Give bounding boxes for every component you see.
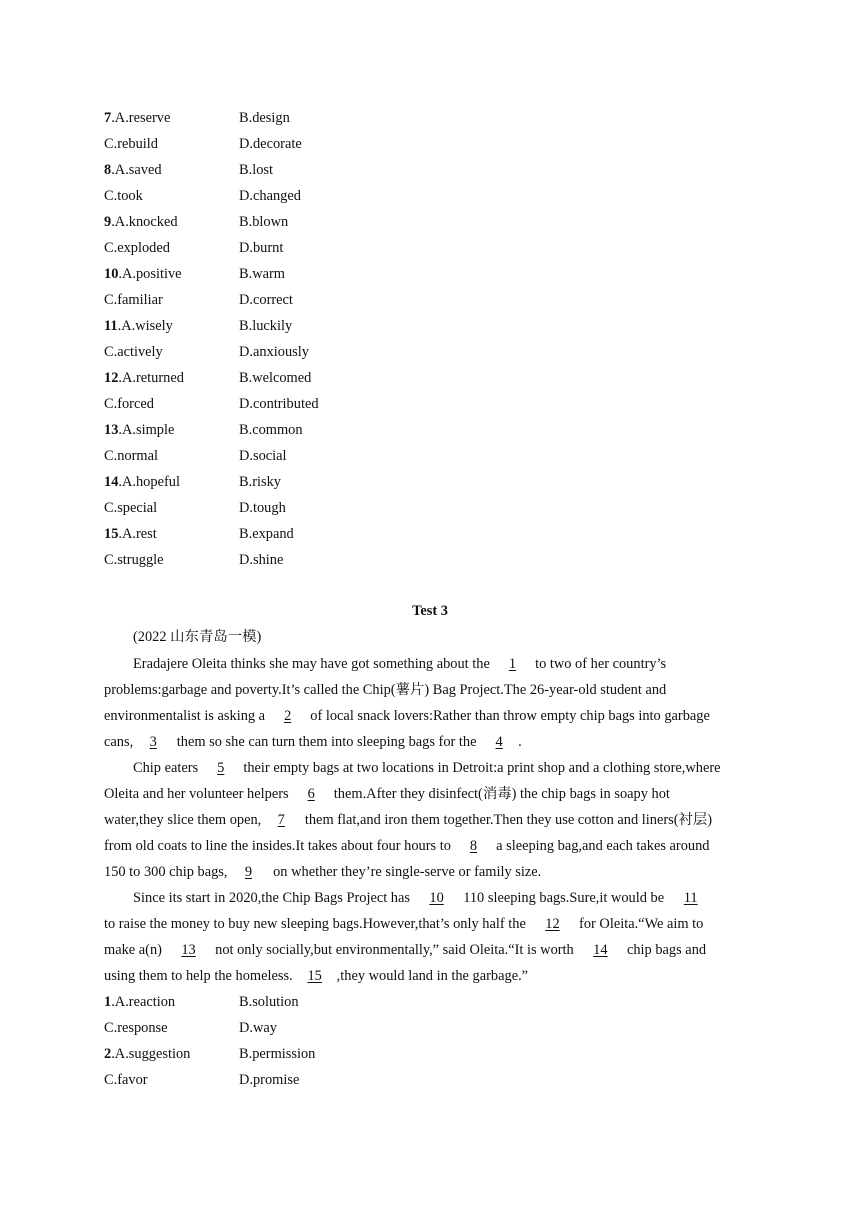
passage-text: their empty bags at two locations in Detroit:a print shop and a clothing store,where (239, 760, 721, 776)
option-a (104, 264, 182, 284)
blank-11: 11 (683, 890, 698, 906)
passage-line (104, 914, 754, 940)
option-d: D.correct (239, 292, 293, 308)
option-a-text: .A.returned (118, 370, 184, 386)
passage-line (104, 784, 754, 810)
option-d: D.burnt (239, 240, 284, 256)
test-title: Test 3 (412, 603, 448, 619)
passage-text: using them to help the homeless. (104, 968, 293, 984)
passage-line (104, 836, 754, 862)
option-d: D.contributed (239, 396, 319, 412)
blank-10: 10 (429, 890, 444, 906)
option-a-text: .A.saved (111, 162, 162, 178)
question-number: 14 (104, 474, 119, 490)
option-a (104, 108, 170, 128)
passage-line (133, 888, 783, 914)
option-c: C.struggle (104, 552, 164, 568)
option-d: D.tough (239, 500, 286, 516)
option-d: D.way (239, 1020, 277, 1036)
passage-text: for Oleita.“We aim to (575, 916, 704, 932)
passage-text: them.After they disinfect(消毒) the chip bags in soapy hot (330, 786, 670, 802)
blank-9: 9 (244, 864, 253, 880)
option-c: C.special (104, 500, 158, 516)
blank-8: 8 (469, 838, 478, 854)
passage-text: environmentalist is asking a (104, 708, 269, 724)
passage-text: 150 to 300 chip bags, (104, 864, 228, 880)
option-a (104, 992, 175, 1012)
passage-line (104, 810, 754, 836)
passage-text: chip bags and (623, 942, 707, 958)
option-d: D.promise (239, 1072, 300, 1088)
option-a (104, 524, 157, 544)
option-a-text: .A.simple (118, 422, 175, 438)
option-b: B.risky (239, 474, 281, 490)
option-b: B.luckily (239, 318, 293, 334)
passage-text: ,they would land in the garbage.” (336, 968, 529, 984)
option-b: B.welcomed (239, 370, 312, 386)
question-number: 8 (104, 162, 112, 178)
passage-line (104, 966, 754, 992)
option-c: C.forced (104, 396, 154, 412)
blank-6: 6 (307, 786, 315, 802)
passage-text: to two of her country’s (531, 656, 667, 672)
option-b: B.solution (239, 994, 299, 1010)
passage-line (104, 862, 754, 888)
passage-line (104, 940, 754, 966)
passage-text: . (518, 734, 522, 750)
option-c: C.took (104, 188, 143, 204)
blank-4: 4 (495, 734, 503, 750)
option-a-text: .A.suggestion (111, 1046, 191, 1062)
option-a (104, 1044, 190, 1064)
option-a-text: .A.reserve (111, 110, 171, 126)
option-c: C.response (104, 1020, 168, 1036)
option-a (104, 368, 184, 388)
question-number: 7 (104, 110, 112, 126)
option-c: C.exploded (104, 240, 170, 256)
option-a-text: .A.hopeful (118, 474, 180, 490)
blank-15: 15 (307, 968, 322, 984)
question-number: 1 (104, 994, 112, 1010)
option-a (104, 160, 162, 180)
option-a (104, 316, 173, 336)
option-b: B.common (239, 422, 303, 438)
passage-text: to raise the money to buy new sleeping bags.However,that’s only half the (104, 916, 530, 932)
question-number: 15 (104, 526, 119, 542)
passage-text: a sleeping bag,and each takes around (492, 838, 710, 854)
option-d: D.social (239, 448, 287, 464)
blank-7: 7 (277, 812, 285, 828)
option-a (104, 212, 178, 232)
blank-1: 1 (508, 656, 517, 672)
question-number: 11 (104, 318, 118, 334)
option-a-text: .A.reaction (111, 994, 176, 1010)
option-a (104, 420, 174, 440)
question-number: 10 (104, 266, 119, 282)
question-number: 13 (104, 422, 119, 438)
option-c: C.favor (104, 1072, 148, 1088)
option-a-text: .A.wisely (117, 318, 173, 334)
option-a-text: .A.knocked (111, 214, 178, 230)
passage-text: problems:garbage and poverty.It’s called the Chip(薯片) Bag Project.The 26-year-old student and (104, 682, 667, 698)
passage-line (104, 680, 754, 706)
passage-text: Chip eaters (133, 760, 202, 776)
source-note: (2022 山东青岛一模) (133, 629, 262, 645)
passage-line (104, 732, 754, 758)
passage-text: them flat,and iron them together.Then they use cotton and liners(衬层) (301, 812, 713, 828)
passage-text: of local snack lovers:Rather than throw empty chip bags into garbage (306, 708, 710, 724)
blank-12: 12 (545, 916, 560, 932)
passage-text: Eradajere Oleita thinks she may have got something about the (133, 656, 494, 672)
passage-line (133, 758, 783, 784)
option-b: B.lost (239, 162, 273, 178)
option-b: B.warm (239, 266, 285, 282)
blank-5: 5 (217, 760, 225, 776)
option-d: D.decorate (239, 136, 302, 152)
passage-text: them so she can turn them into sleeping bags for the (173, 734, 481, 750)
option-b: B.permission (239, 1046, 316, 1062)
option-b: B.design (239, 110, 290, 126)
passage-text: make a(n) (104, 942, 166, 958)
question-number: 12 (104, 370, 119, 386)
option-a (104, 472, 180, 492)
option-d: D.anxiously (239, 344, 309, 360)
option-a-text: .A.positive (118, 266, 182, 282)
passage-text: from old coats to line the insides.It takes about four hours to (104, 838, 455, 854)
blank-3: 3 (149, 734, 157, 750)
option-c: C.actively (104, 344, 163, 360)
option-b: B.blown (239, 214, 289, 230)
passage-text: Oleita and her volunteer helpers (104, 786, 293, 802)
passage-text: 110 sleeping bags.Sure,it would be (459, 890, 668, 906)
blank-2: 2 (284, 708, 292, 724)
option-d: D.changed (239, 188, 301, 204)
option-b: B.expand (239, 526, 294, 542)
passage-text: Since its start in 2020,the Chip Bags Project has (133, 890, 414, 906)
option-d: D.shine (239, 552, 284, 568)
option-c: C.familiar (104, 292, 163, 308)
question-number: 2 (104, 1046, 112, 1062)
passage-line (133, 654, 783, 680)
passage-line (104, 706, 754, 732)
blank-14: 14 (593, 942, 608, 958)
question-number: 9 (104, 214, 112, 230)
option-c: C.normal (104, 448, 158, 464)
option-a-text: .A.rest (118, 526, 157, 542)
passage-text: not only socially,but environmentally,” said Oleita.“It is worth (211, 942, 578, 958)
option-c: C.rebuild (104, 136, 158, 152)
passage-text: water,they slice them open, (104, 812, 262, 828)
passage-text: cans, (104, 734, 134, 750)
blank-13: 13 (181, 942, 196, 958)
passage-text: on whether they’re single-serve or family size. (269, 864, 542, 880)
